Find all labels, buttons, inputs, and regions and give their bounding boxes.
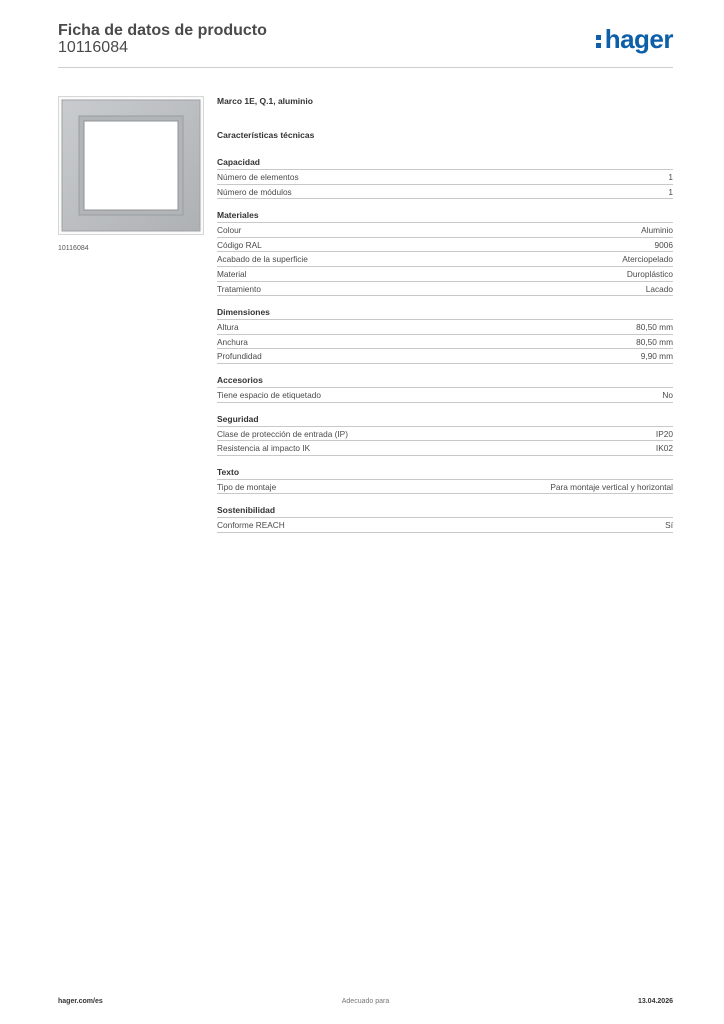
spec-section	[217, 306, 673, 364]
product-name: Marco 1E, Q.1, aluminio	[217, 96, 313, 106]
product-image	[58, 96, 204, 235]
spec-value: Aluminio	[641, 225, 673, 236]
section-title: Sostenibilidad	[217, 504, 673, 518]
spec-value: 1	[668, 172, 673, 182]
spec-label: Conforme REACH	[217, 520, 285, 531]
document-title: Ficha de datos de producto	[58, 22, 267, 39]
spec-row	[217, 185, 673, 200]
spec-value: 9,90 mm	[640, 351, 673, 362]
spec-sections	[217, 156, 673, 533]
spec-row	[217, 238, 673, 253]
spec-label: Profundidad	[217, 351, 262, 362]
tech-heading: Características técnicas	[217, 130, 315, 140]
product-details	[217, 96, 673, 533]
spec-value: Para montaje vertical y horizontal	[550, 481, 673, 492]
spec-row	[217, 349, 673, 364]
spec-value: IK02	[655, 443, 673, 454]
spec-label: Material	[217, 268, 247, 279]
section-title: Seguridad	[217, 413, 673, 427]
page-header	[58, 20, 673, 68]
spec-row	[217, 267, 673, 282]
spec-value: Lacado	[645, 283, 673, 294]
section-title: Accesorios	[217, 374, 673, 388]
hager-logo[interactable]	[596, 26, 673, 52]
spec-label: Número de elementos	[217, 172, 299, 182]
spec-value: 80,50 mm	[636, 322, 673, 333]
spec-value: Sí	[665, 520, 673, 531]
spec-label: Tiene espacio de etiquetado	[217, 389, 321, 400]
section-title: Materiales	[217, 209, 673, 223]
spec-row	[217, 170, 673, 185]
spec-row	[217, 223, 673, 238]
spec-row	[217, 282, 673, 297]
logo-text: hager	[604, 24, 673, 54]
spec-section	[217, 466, 673, 495]
spec-value: IP20	[655, 428, 673, 439]
spec-row	[217, 427, 673, 442]
spec-row	[217, 252, 673, 267]
spec-label: Anchura	[217, 336, 248, 347]
spec-section	[217, 504, 673, 533]
spec-label: Número de módulos	[217, 186, 292, 197]
section-title: Texto	[217, 466, 673, 480]
spec-value: 80,50 mm	[636, 336, 673, 347]
spec-value: 9006	[654, 239, 673, 250]
image-caption: 10116084	[58, 245, 89, 252]
spec-label: Clase de protección de entrada (IP)	[217, 428, 348, 439]
spec-value: Duroplástico	[626, 268, 673, 279]
spec-row	[217, 335, 673, 350]
product-number: 10116084	[58, 39, 128, 56]
spec-value: Aterciopelado	[622, 254, 673, 265]
spec-section	[217, 413, 673, 456]
spec-label: Acabado de la superficie	[217, 254, 308, 265]
footer-website[interactable]: hager.com/es	[58, 998, 103, 1005]
spec-label: Tipo de montaje	[217, 481, 277, 492]
section-title: Dimensiones	[217, 306, 673, 320]
spec-label: Tratamiento	[217, 283, 261, 294]
frame-product-icon	[59, 97, 203, 234]
footer-center-text: Adecuado para	[341, 998, 390, 1005]
spec-section	[217, 374, 673, 403]
logo-dots-icon	[596, 33, 602, 49]
footer-date: 13.04.2026	[637, 998, 673, 1005]
spec-label: Resistencia al impacto IK	[217, 443, 311, 454]
spec-row	[217, 441, 673, 456]
spec-section	[217, 209, 673, 296]
spec-row	[217, 320, 673, 335]
spec-row	[217, 480, 673, 495]
spec-value: 1	[668, 186, 673, 197]
spec-row	[217, 388, 673, 403]
section-title: Capacidad	[217, 156, 673, 170]
spec-section	[217, 156, 673, 199]
spec-label: Colour	[217, 225, 242, 236]
spec-label: Altura	[217, 322, 239, 333]
spec-label: Código RAL	[217, 239, 262, 250]
spec-row	[217, 518, 673, 533]
spec-value: No	[662, 389, 673, 400]
